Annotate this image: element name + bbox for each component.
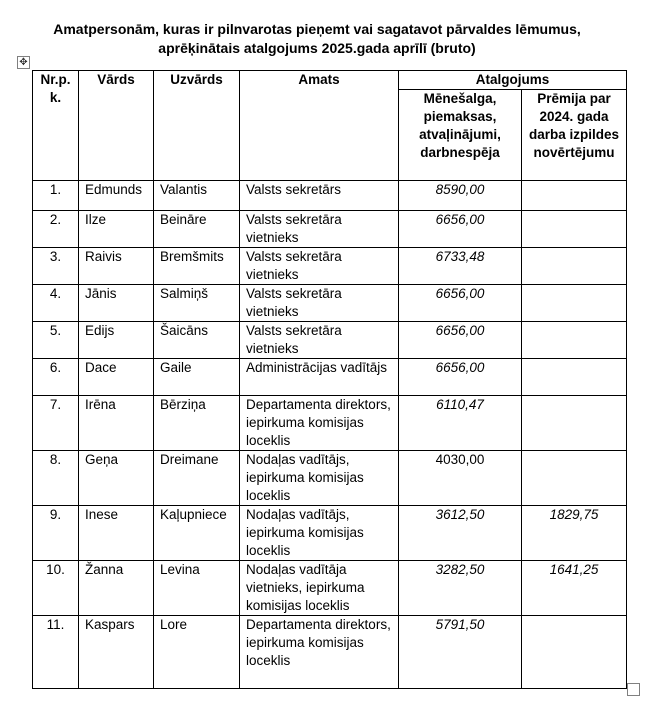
header-pay-group: Atalgojums — [399, 71, 627, 90]
row-first-name-cell: Edijs — [79, 322, 154, 359]
row-first-name-cell: Geņa — [79, 451, 154, 506]
table-row — [33, 616, 627, 689]
row-bonus-cell — [522, 248, 627, 285]
row-first-name-cell: Edmunds — [79, 181, 154, 211]
row-bonus-cell — [522, 322, 627, 359]
header-nr: Nr.p. k. — [33, 71, 79, 181]
row-nr-cell: 8. — [33, 451, 79, 506]
row-salary-cell: 3612,50 — [399, 506, 522, 561]
row-nr-cell: 6. — [33, 359, 79, 396]
row-nr-cell: 2. — [33, 211, 79, 248]
row-position-cell: Valsts sekretārs — [240, 181, 399, 211]
row-salary-cell: 6656,00 — [399, 322, 522, 359]
row-nr-cell: 10. — [33, 561, 79, 616]
row-nr-cell: 1. — [33, 181, 79, 211]
row-bonus-cell — [522, 285, 627, 322]
row-bonus-cell — [522, 359, 627, 396]
row-last-name-cell: Dreimane — [154, 451, 240, 506]
row-position-cell: Departamenta direktors, iepirkuma komisijas loceklis — [240, 396, 399, 451]
row-first-name-cell: Dace — [79, 359, 154, 396]
row-salary-cell: 4030,00 — [399, 451, 522, 506]
row-position-cell: Valsts sekretāra vietnieks — [240, 322, 399, 359]
row-nr-cell: 4. — [33, 285, 79, 322]
table-row — [33, 322, 627, 359]
salary-table — [32, 70, 627, 689]
row-nr-cell: 9. — [33, 506, 79, 561]
row-first-name-cell: Ilze — [79, 211, 154, 248]
row-first-name-cell: Inese — [79, 506, 154, 561]
header-position: Amats — [240, 71, 399, 181]
row-bonus-cell — [522, 616, 627, 689]
row-first-name-cell: Žanna — [79, 561, 154, 616]
table-row — [33, 561, 627, 616]
row-salary-cell: 6656,00 — [399, 359, 522, 396]
row-salary-cell: 8590,00 — [399, 181, 522, 211]
row-position-cell: Nodaļas vadītāja vietnieks, iepirkuma komisijas loceklis — [240, 561, 399, 616]
row-last-name-cell: Kaļupniece — [154, 506, 240, 561]
row-last-name-cell: Valantis — [154, 181, 240, 211]
row-bonus-cell — [522, 211, 627, 248]
row-bonus-cell: 1829,75 — [522, 506, 627, 561]
header-salary: Mēnešalga, piemaksas, atvaļinājumi, darbnespēja — [399, 90, 522, 181]
title-line-1: Amatpersonām, kuras ir pilnvarotas pieņemt vai sagatavot pārvaldes lēmumus, — [53, 21, 581, 37]
row-salary-cell: 3282,50 — [399, 561, 522, 616]
row-last-name-cell: Bremšmits — [154, 248, 240, 285]
row-position-cell: Nodaļas vadītājs, iepirkuma komisijas loceklis — [240, 506, 399, 561]
table-row — [33, 359, 627, 396]
table-row — [33, 181, 627, 211]
row-nr-cell: 7. — [33, 396, 79, 451]
table-row — [33, 451, 627, 506]
table-row — [33, 285, 627, 322]
row-salary-cell: 5791,50 — [399, 616, 522, 689]
row-last-name-cell: Levina — [154, 561, 240, 616]
row-last-name-cell: Salmiņš — [154, 285, 240, 322]
row-last-name-cell: Gaile — [154, 359, 240, 396]
row-bonus-cell — [522, 181, 627, 211]
row-bonus-cell — [522, 451, 627, 506]
row-first-name-cell: Irēna — [79, 396, 154, 451]
row-salary-cell: 6110,47 — [399, 396, 522, 451]
row-position-cell: Administrācijas vadītājs — [240, 359, 399, 396]
row-position-cell: Valsts sekretāra vietnieks — [240, 285, 399, 322]
row-position-cell: Nodaļas vadītājs, iepirkuma komisijas loceklis — [240, 451, 399, 506]
row-position-cell: Valsts sekretāra vietnieks — [240, 248, 399, 285]
table-resize-handle-icon[interactable] — [627, 683, 640, 696]
header-bonus: Prēmija par 2024. gada darba izpildes novērtējumu — [522, 90, 627, 181]
row-first-name-cell: Raivis — [79, 248, 154, 285]
row-last-name-cell: Lore — [154, 616, 240, 689]
row-first-name-cell: Kaspars — [79, 616, 154, 689]
table-move-handle-icon[interactable]: ✥ — [17, 56, 30, 69]
header-first-name: Vārds — [79, 71, 154, 181]
table-row — [33, 506, 627, 561]
header-last-name: Uzvārds — [154, 71, 240, 181]
row-nr-cell: 5. — [33, 322, 79, 359]
row-position-cell: Departamenta direktors, iepirkuma komisijas loceklis — [240, 616, 399, 689]
row-nr-cell: 3. — [33, 248, 79, 285]
table-row — [33, 396, 627, 451]
row-bonus-cell — [522, 396, 627, 451]
row-bonus-cell: 1641,25 — [522, 561, 627, 616]
row-last-name-cell: Beināre — [154, 211, 240, 248]
row-position-cell: Valsts sekretāra vietnieks — [240, 211, 399, 248]
row-salary-cell: 6656,00 — [399, 211, 522, 248]
row-salary-cell: 6733,48 — [399, 248, 522, 285]
table-row — [33, 211, 627, 248]
row-first-name-cell: Jānis — [79, 285, 154, 322]
table-row — [33, 248, 627, 285]
document-title — [0, 20, 634, 58]
title-line-2: aprēķinātais atalgojums 2025.gada aprīlī (bruto) — [158, 40, 476, 56]
row-salary-cell: 6656,00 — [399, 285, 522, 322]
row-nr-cell: 11. — [33, 616, 79, 689]
row-last-name-cell: Bērziņa — [154, 396, 240, 451]
row-last-name-cell: Šaicāns — [154, 322, 240, 359]
